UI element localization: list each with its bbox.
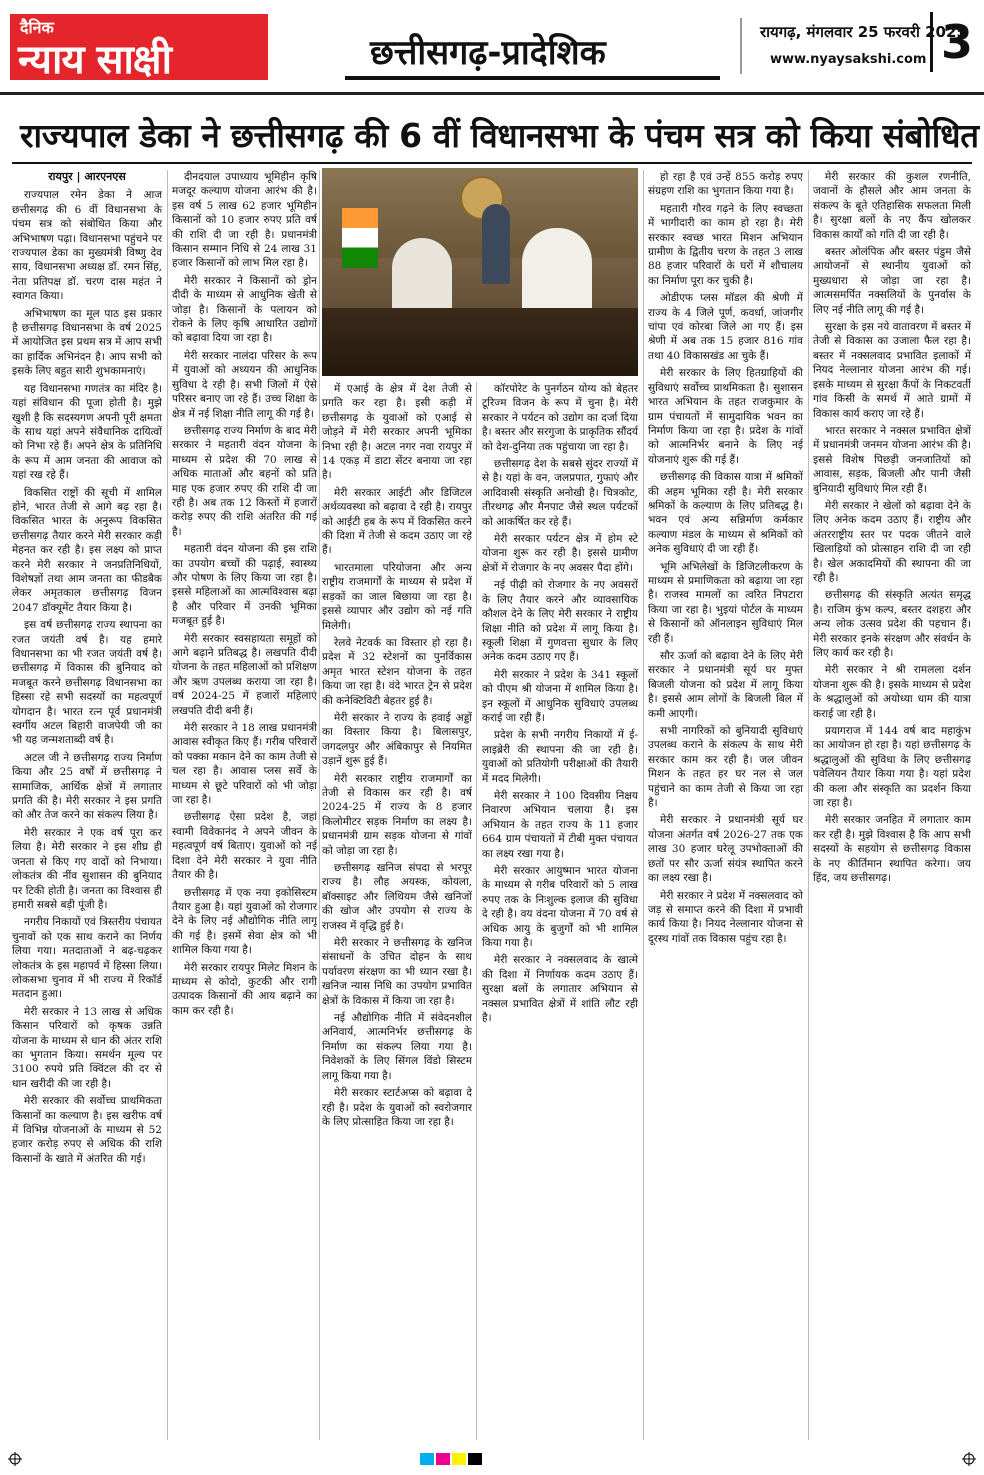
article-column-1 xyxy=(12,170,162,1440)
article-paragraph: मेरी सरकार ने श्री रामलला दर्शन योजना शुरू की है। इसके माध्यम से प्रदेश के श्रद्धालुओं को अयोध्या धाम की यात्रा कराई जा रही है। xyxy=(813,664,971,720)
byline: रायपुर | आरएनएस xyxy=(48,170,126,183)
column-rule xyxy=(476,382,477,1440)
article-paragraph: बस्तर ओलंपिक और बस्तर पंडुम जैसे आयोजनों से स्थानीय युवाओं को मुख्यधारा से जोड़ा जा रहा है। आत्मसमर्पित नक्सलियों के पुनर्वास के लिए नई नीति लागू की गई है। xyxy=(813,246,971,316)
article-paragraph: मेरी सरकार ने छत्तीसगढ़ के खनिज संसाधनों के उचित दोहन के साथ पर्यावरण संरक्षण का भी ध्यान रखा है। खनिज न्यास निधि का उपयोग प्रभावित क्षेत्रों के विकास में किया जा रहा है। xyxy=(322,937,472,1007)
article-paragraph: मेरी सरकार राष्ट्रीय राजमार्गों का तेजी से विकास कर रही है। वर्ष 2024-25 में राज्य के 8 हजार किलोमीटर सड़क निर्माण का लक्ष्य है। प्रधानमंत्री ग्राम सड़क योजना से गांवों को जोड़ा जा रहा है। xyxy=(322,772,472,857)
assembly-photo xyxy=(322,168,638,376)
article-paragraph: मेरी सरकार ने एक वर्ष पूरा कर लिया है। मेरी सरकार ने इस शीघ्र ही जनता से किए गए वादों को निभाया। लोकतंत्र की नींव सुशासन की बुनियाद पर टिकी होती है। जनता का विश्वास ही हमारी सबसे बड़ी पूंजी है। xyxy=(12,826,162,911)
article-paragraph: छत्तीसगढ़ राज्य निर्माण के बाद मेरी सरकार ने महतारी वंदन योजना के माध्यम से प्रदेश की 70 लाख से अधिक माताओं और बहनों को प्रति माह एक हजार रुपए की राशि दी जा रही है। अब तक 12 किस्तों में हजारों करोड़ रुपए की राशि अंतरित की गई है। xyxy=(172,424,317,538)
masthead-divider xyxy=(740,18,742,74)
article-column-4 xyxy=(482,382,638,1440)
article-paragraph: मेरी सरकार नालंदा परिसर के रूप में युवाओं को अध्ययन की आधुनिक सुविधा दे रही है। सभी जिलों में ऐसे परिसर बनाए जा रहे हैं। उच्च शिक्षा के क्षेत्र में नई शिक्षा नीति लागू की गई है। xyxy=(172,349,317,420)
article-paragraph: मेरी सरकार ने प्रदेश के 341 स्कूलों को पीएम श्री योजना में शामिल किया है। इन स्कूलों में आधुनिक सुविधाएं उपलब्ध कराई जा रही हैं। xyxy=(482,668,638,724)
article-paragraph: मेरी सरकार ने 13 लाख से अधिक किसान परिवारों को कृषक उन्नति योजना के माध्यम से धान की अंतर राशि का भुगतान किया। समर्थन मूल्य पर 3100 रुपये प्रति क्विंटल की दर से धान खरीदी की जा रही है। xyxy=(12,1005,162,1090)
article-paragraph: नगरीय निकायों एवं त्रिस्तरीय पंचायत चुनावों को एक साथ कराने का निर्णय लिया गया। मतदाताओं ने बढ़-चढ़कर लोकतंत्र के इस महापर्व में हिस्सा लिया। लोकसभा चुनाव में भी राज्य में रिकॉर्ड मतदान हुआ। xyxy=(12,916,162,1001)
column-rule xyxy=(643,170,644,1440)
date-line: रायगढ़, मंगलवार 25 फरवरी 2025 xyxy=(760,23,967,41)
article-paragraph: मेरी सरकार ने किसानों को ड्रोन दीदी के माध्यम से आधुनिक खेती से जोड़ा है। किसानों के पलायन को रोकने के लिए कृषि आधारित उद्योगों को बढ़ावा दिया जा रहा है। xyxy=(172,274,317,345)
article-paragraph: महतारी गौरव गढ़ने के लिए स्वच्छता में भागीदारी का काम हो रहा है। मेरी सरकार स्वच्छ भारत मिशन अभियान ग्रामीण के द्वितीय चरण के तहत 3 लाख 88 हजार परिवारों के घरों में शौचालय का निर्माण पूरा कर चुकी है। xyxy=(648,202,803,287)
article-paragraph: अटल जी ने छत्तीसगढ़ राज्य निर्माण किया और 25 वर्षों में छत्तीसगढ़ ने सामाजिक, आर्थिक क्षेत्रों में लगातार प्रगति की है। मेरी सरकार ने इस प्रगति को और तेज करने का संकल्प लिया है। xyxy=(12,751,162,822)
article-column-3 xyxy=(322,382,472,1440)
article-paragraph: ओडीएफ प्लस मॉडल की श्रेणी में राज्य के 4 जिले पूर्ण, कवर्धा, जांजगीर चांपा एवं कोरबा जिले आ गए हैं। इस श्रेणी में अब तक 15 हजार 816 गांव तथा 40 विकासखंड आ चुके हैं। xyxy=(648,292,803,362)
article-paragraph: मेरी सरकार ने 18 लाख प्रधानमंत्री आवास स्वीकृत किए हैं। गरीब परिवारों को पक्का मकान देने का काम तेजी से चल रहा है। आवास प्लस सर्वे के माध्यम से छूटे परिवारों को भी जोड़ा जा रहा है। xyxy=(172,722,317,807)
article-paragraph: सुरक्षा के इस नये वातावरण में बस्तर में तेजी से विकास का उजाला फैल रहा है। बस्तर में नक्सलवाद प्रभावित इलाकों में नियद नेल्लानार योजना आरंभ की गई। इसके माध्यम से सुरक्षा कैंपों के निकटवर्ती गांव किसी के समर्थ में आते ग्रामों में विकास कार्य कराए जा रहे हैं। xyxy=(813,321,971,420)
article-paragraph: दीनदयाल उपाध्याय भूमिहीन कृषि मजदूर कल्याण योजना आरंभ की है। इस वर्ष 5 लाख 62 हजार भूमिहीन किसानों को 10 हजार रुपए प्रति वर्ष की राशि दी जा रही है। प्रधानमंत्री किसान सम्मान निधि से 24 लाख 31 हजार किसानों को लाभ मिल रहा है। xyxy=(172,171,317,270)
article-paragraph: प्रयागराज में 144 वर्ष बाद महाकुंभ का आयोजन हो रहा है। यहां छत्तीसगढ़ के श्रद्धालुओं की सुविधा के लिए छत्तीसगढ़ पवेलियन तैयार किया गया है। यहां प्रदेश की कला और संस्कृति का प्रदर्शन किया जा रहा है। xyxy=(813,725,971,810)
page-number: 3 xyxy=(930,12,973,72)
magenta-swatch xyxy=(436,1453,450,1465)
article-paragraph: छत्तीसगढ़ खनिज संपदा से भरपूर राज्य है। लौह अयस्क, कोयला, बॉक्साइट और लिथियम जैसे खनिजों की खोज और उपयोग से राज्य के राजस्व में वृद्धि हुई है। xyxy=(322,862,472,932)
masthead xyxy=(0,0,984,95)
column-rule xyxy=(808,170,809,1440)
main-headline: राज्यपाल डेका ने छत्तीसगढ़ की 6 वीं विधानसभा के पंचम सत्र को किया संबोधित xyxy=(20,116,979,155)
article-paragraph: मेरी सरकार ने प्रधानमंत्री सूर्य घर योजना अंतर्गत वर्ष 2026-27 तक एक लाख 30 हजार घरेलू उपभोक्ताओं की छतों पर सौर ऊर्जा संयंत्र स्थापित करने का लक्ष्य रखा है। xyxy=(648,814,803,885)
article-paragraph: मेरी सरकार ने खेलों को बढ़ावा देने के लिए अनेक कदम उठाए हैं। राष्ट्रीय और अंतरराष्ट्रीय स्तर पर पदक जीतने वाले खिलाड़ियों को प्रोत्साहन राशि दी जा रही है। खेल अकादमियों की स्थापना की जा रही है। xyxy=(813,499,971,584)
article-paragraph: मेरी सरकार स्वसहायता समूहों को आगे बढ़ाने प्रतिबद्ध है। लखपति दीदी योजना के तहत महिलाओं को प्रशिक्षण और ऋण उपलब्ध कराया जा रहा है। वर्ष 2024-25 में हजारों महिलाएं लखपति दीदी बनी हैं। xyxy=(172,632,317,717)
logo-big-text: न्याय साक्षी xyxy=(18,37,171,83)
article-paragraph: सभी नागरिकों को बुनियादी सुविधाएं उपलब्ध कराने के संकल्प के साथ मेरी सरकार काम कर रही है। जल जीवन मिशन के तहत हर घर नल से जल पहुंचाने का काम तेजी से किया जा रहा है। xyxy=(648,725,803,810)
article-paragraph: नई औद्योगिक नीति में संवेदनशील अनिवार्य, आत्मनिर्भर छत्तीसगढ़ के निर्माण का संकल्प लिया गया है। निवेशकों के लिए सिंगल विंडो सिस्टम लागू किया गया है। xyxy=(322,1012,472,1082)
photo-guard xyxy=(482,204,510,284)
article-paragraph: में एआई के क्षेत्र में देश तेजी से प्रगति कर रहा है। इसी कड़ी में छत्तीसगढ़ के युवाओं को एआई से जोड़ने में मेरी सरकार अपनी भूमिका निभा रही है। अटल नगर नवा रायपुर में 14 एकड़ में डाटा सेंटर बनाया जा रहा है। xyxy=(322,383,472,482)
article-paragraph: भारतमाला परियोजना और अन्य राष्ट्रीय राजमार्गों के माध्यम से प्रदेश में सड़कों का जाल बिछाया जा रहा है। इससे व्यापार और उद्योग को नई गति मिलेगी। xyxy=(322,561,472,632)
article-paragraph: रेलवे नेटवर्क का विस्तार हो रहा है। प्रदेश में 32 स्टेशनों का पुनर्विकास अमृत भारत स्टेशन योजना के तहत किया जा रहा है। वंदे भारत ट्रेन से प्रदेश की कनेक्टिविटी बेहतर हुई है। xyxy=(322,636,472,707)
article-paragraph: सौर ऊर्जा को बढ़ावा देने के लिए मेरी सरकार ने प्रधानमंत्री सूर्य घर मुफ्त बिजली योजना को प्रदेश में लागू किया है। इससे आम लोगों के बिजली बिल में कमी आएगी। xyxy=(648,650,803,720)
flag-icon xyxy=(342,208,378,268)
article-paragraph: मेरी सरकार की कुशल रणनीति, जवानों के हौसले और आम जनता के संकल्प के बूते एतिहासिक सफलता मिली है। सुरक्षा बलों के नए कैंप खोलकर विकास कार्यों को गति दी जा रही है। xyxy=(813,171,971,241)
article-paragraph: मेरी सरकार आयुष्मान भारत योजना के माध्यम से गरीब परिवारों को 5 लाख रुपए तक के निःशुल्क इलाज की सुविधा दे रही है। वय वंदना योजना में 70 वर्ष से अधिक आयु के बुजुर्गों को भी शामिल किया गया है। xyxy=(482,865,638,950)
section-title: छत्तीसगढ़-प्रादेशिक xyxy=(370,33,606,73)
registration-mark-icon xyxy=(8,1452,22,1466)
website-link[interactable]: www.nyaysakshi.com xyxy=(770,52,927,67)
column-rule xyxy=(167,170,168,1440)
registration-mark-icon xyxy=(962,1452,976,1466)
article-paragraph: विकसित राष्ट्रों की सूची में शामिल होने, भारत तेजी से आगे बढ़ रहा है। विकसित भारत के अनुरूप विकसित छत्तीसगढ़ तैयार करने मेरी सरकार कड़ी मेहनत कर रही है। इस लक्ष्य को प्राप्त करने मेरी सरकार ने जनप्रतिनिधियों, विशेषज्ञों तथा आम जनता का फीडबैक लेकर अमृतकाल छत्तीसगढ़ विजन 2047 डॉक्यूमेंट तैयार किया है। xyxy=(12,486,162,614)
article-paragraph: मेरी सरकार पर्यटन क्षेत्र में होम स्टे योजना शुरू कर रही है। इससे ग्रामीण क्षेत्रों में रोजगार के नए अवसर पैदा होंगे। xyxy=(482,533,638,574)
yellow-swatch xyxy=(452,1453,466,1465)
article-paragraph: मेरी सरकार स्टार्टअप्स को बढ़ावा दे रही है। प्रदेश के युवाओं को स्वरोजगार के लिए प्रोत्साहित किया जा रहा है। xyxy=(322,1087,472,1128)
article-column-2 xyxy=(172,170,317,1440)
article-paragraph: राज्यपाल रमेन डेका ने आज छत्तीसगढ़ की 6 वीं विधानसभा के पंचम सत्र को संबोधित किया और अभिभाषण पढ़ा। विधानसभा पहुंचने पर राज्यपाल डेका का मुख्यमंत्री विष्णु देव साय, विधानसभा अध्यक्ष डॉ. रमन सिंह, नेता प्रतिपक्ष डॉ. चरण दास महंत ने स्वागत किया। xyxy=(12,189,162,303)
article-paragraph: मेरी सरकार जनहित में लगातार काम कर रही है। मुझे विश्वास है कि आप सभी सदस्यों के सहयोग से छत्तीसगढ़ विकास के नए कीर्तिमान स्थापित करेगा। जय हिंद, जय छत्तीसगढ़। xyxy=(813,814,971,885)
headline-rule xyxy=(12,162,972,164)
article-paragraph: छत्तीसगढ़ देश के सबसे सुंदर राज्यों में से है। यहां के वन, जलप्रपात, गुफाएं और आदिवासी संस्कृति अनोखी है। चित्रकोट, तीरथगढ़ और मैनपाट जैसे स्थल पर्यटकों को आकर्षित कर रहे हैं। xyxy=(482,458,638,528)
black-swatch xyxy=(468,1453,482,1465)
article-paragraph: मेरी सरकार की सर्वोच्च प्राथमिकता किसानों का कल्याण है। इस खरीफ वर्ष में विभिन्न योजनाओं के माध्यम से 52 हजार करोड़ रुपए से अधिक की राशि किसानों के खाते में अंतरित की गई। xyxy=(12,1095,162,1165)
photo-desk xyxy=(322,308,638,376)
logo-small-text: दैनिक xyxy=(20,18,54,37)
article-paragraph: अभिभाषण का मूल पाठ इस प्रकार है छत्तीसगढ़ विधानसभा के वर्ष 2025 में आयोजित इस प्रथम सत्र में आप सभी का हार्दिक अभिनंदन है। आप सभी को इसके लिए बहुत सारी शुभकामनाएं। xyxy=(12,307,162,378)
column-rule xyxy=(319,170,320,1440)
article-paragraph: महतारी वंदन योजना की इस राशि का उपयोग बच्चों की पढ़ाई, स्वास्थ्य और पोषण के लिए किया जा रहा है। इससे महिलाओं का आत्मविश्वास बढ़ा है और परिवार में उनकी भूमिका मजबूत हुई है। xyxy=(172,543,317,628)
article-paragraph: मेरी सरकार के लिए हितग्राहियों की सुविधाएं सर्वोच्च प्राथमिकता है। सुशासन भारत अभियान के तहत राजकुमार के ग्राम पंचायतों में सामुदायिक भवन का निर्माण किया जा रहा है। प्रदेश के गांवों को आत्मनिर्भर बनाने के लिए नई योजनाएं शुरू की गई हैं। xyxy=(648,367,803,466)
cyan-swatch xyxy=(420,1453,434,1465)
article-paragraph: छत्तीसगढ़ ऐसा प्रदेश है, जहां स्वामी विवेकानंद ने अपने जीवन के महत्वपूर्ण वर्ष बिताए। युवाओं को नई दिशा देने मेरी सरकार ने युवा नीति तैयार की है। xyxy=(172,811,317,882)
article-paragraph: मेरी सरकार रायपुर मिलेट मिशन के माध्यम से कोदो, कुटकी और रागी उत्पादक किसानों की आय बढ़ाने का काम कर रही है। xyxy=(172,961,317,1017)
newspaper-logo xyxy=(10,14,268,83)
article-paragraph: मेरी सरकार ने प्रदेश में नक्सलवाद को जड़ से समाप्त करने की दिशा में प्रभावी कार्य किया है। नियद नेल्लानार योजना से दूरस्थ गांवों तक विकास पहुंच रहा है। xyxy=(648,889,803,945)
article-paragraph: कॉरपोरेट के पुनर्गठन योग्य को बेहतर टूरिज्म विजन के रूप में चुना है। मेरी सरकार ने पर्यटन को उद्योग का दर्जा दिया है। बस्तर और सरगुजा के प्राकृतिक सौंदर्य को देश-दुनिया तक पहुंचाया जा रहा है। xyxy=(482,383,638,453)
article-paragraph: मेरी सरकार ने नक्सलवाद के खात्मे की दिशा में निर्णायक कदम उठाए हैं। सुरक्षा बलों के लगातार अभियान से नक्सल प्रभावित क्षेत्रों में शांति लौट रही है। xyxy=(482,954,638,1025)
article-paragraph: मेरी सरकार ने राज्य के हवाई अड्डों का विस्तार किया है। बिलासपुर, जगदलपुर और अंबिकापुर से नियमित उड़ानें शुरू हुई हैं। xyxy=(322,711,472,768)
article-paragraph: भूमि अभिलेखों के डिजिटलीकरण के माध्यम से प्रमाणिकता को बढ़ाया जा रहा है। राजस्व मामलों का त्वरित निपटारा किया जा रहा है। भुइयां पोर्टल के माध्यम से किसानों को ऑनलाइन सुविधाएं मिल रही हैं। xyxy=(648,560,803,645)
article-paragraph: हो रहा है एवं उन्हें 855 करोड़ रुपए संग्रहण राशि का भुगतान किया गया है। xyxy=(648,171,803,198)
article-paragraph: छत्तीसगढ़ में एक नया इकोसिस्टम तैयार हुआ है। यहां युवाओं को रोजगार देने के लिए नई औद्योगिक नीति लागू की गई है। इसमें सेवा क्षेत्र को भी शामिल किया गया है। xyxy=(172,886,317,957)
section-underline xyxy=(345,76,720,80)
article-paragraph: प्रदेश के सभी नगरीय निकायों में ई-लाइब्रेरी की स्थापना की जा रही है। युवाओं को प्रतियोगी परीक्षाओं की तैयारी में मदद मिलेगी। xyxy=(482,729,638,785)
article-column-6 xyxy=(813,170,971,1440)
article-paragraph: मेरी सरकार ने 100 दिवसीय निक्षय निवारण अभियान चलाया है। इस अभियान के तहत राज्य के 11 हजार 664 ग्राम पंचायतों में टीबी मुक्त पंचायत का लक्ष्य रखा गया है। xyxy=(482,789,638,860)
article-paragraph: नई पीढ़ी को रोजगार के नए अवसरों के लिए तैयार करने और व्यावसायिक कौशल देने के लिए मेरी सरकार ने राष्ट्रीय शिक्षा नीति को प्रदेश में लागू किया है। स्कूली शिक्षा में गुणवत्ता सुधार के लिए अनेक कदम उठाए गए हैं। xyxy=(482,579,638,664)
article-paragraph: मेरी सरकार आईटी और डिजिटल अर्थव्यवस्था को बढ़ावा दे रही है। रायपुर को आईटी हब के रूप में विकसित करने की दिशा में तेजी से कदम उठाए जा रहे हैं। xyxy=(322,486,472,557)
article-column-5 xyxy=(648,170,803,1440)
article-paragraph: छत्तीसगढ़ की संस्कृति अत्यंत समृद्ध है। राजिम कुंभ कल्प, बस्तर दशहरा और अन्य लोक उत्सव प्रदेश की पहचान हैं। मेरी सरकार इनके संरक्षण और संवर्धन के लिए कार्य कर रही है। xyxy=(813,589,971,659)
article-paragraph: छत्तीसगढ़ की विकास यात्रा में श्रमिकों की अहम भूमिका रही है। मेरी सरकार श्रमिकों के कल्याण के लिए प्रतिबद्ध है। भवन एवं अन्य सन्निर्माण कर्मकार कल्याण मंडल के माध्यम से श्रमिकों को अनेक सुविधाएं दी जा रही हैं। xyxy=(648,471,803,556)
article-paragraph: भारत सरकार ने नक्सल प्रभावित क्षेत्रों में प्रधानमंत्री जनमन योजना आरंभ की है। इससे विशेष पिछड़ी जनजातियों को आवास, सड़क, बिजली और पानी जैसी बुनियादी सुविधाएं मिल रही हैं। xyxy=(813,424,971,495)
article-paragraph: यह विधानसभा गणतंत्र का मंदिर है। यहां संविधान की पूजा होती है। मुझे खुशी है कि सदस्यगण अपनी पूरी क्षमता के साथ यहां अपने संवैधानिक दायित्वों को निभा रहे हैं। अपने क्षेत्र के प्रतिनिधि के रूप में आम जनता की आवाज को यहां रख रहे हैं। xyxy=(12,382,162,482)
article-paragraph: इस वर्ष छत्तीसगढ़ राज्य स्थापना का रजत जयंती वर्ष है। यह हमारे विधानसभा का भी रजत जयंती वर्ष है। छत्तीसगढ़ में विकास की बुनियाद को मजबूत करने छत्तीसगढ़ विधानसभा का हिस्सा रहे सभी सदस्यों का महत्वपूर्ण योगदान है। भारत रत्न पूर्व प्रधानमंत्री स्वर्गीय अटल बिहारी वाजपेयी जी का भी यह जन्मशताब्दी वर्ष है। xyxy=(12,619,162,747)
print-registration-bar xyxy=(0,1449,984,1469)
